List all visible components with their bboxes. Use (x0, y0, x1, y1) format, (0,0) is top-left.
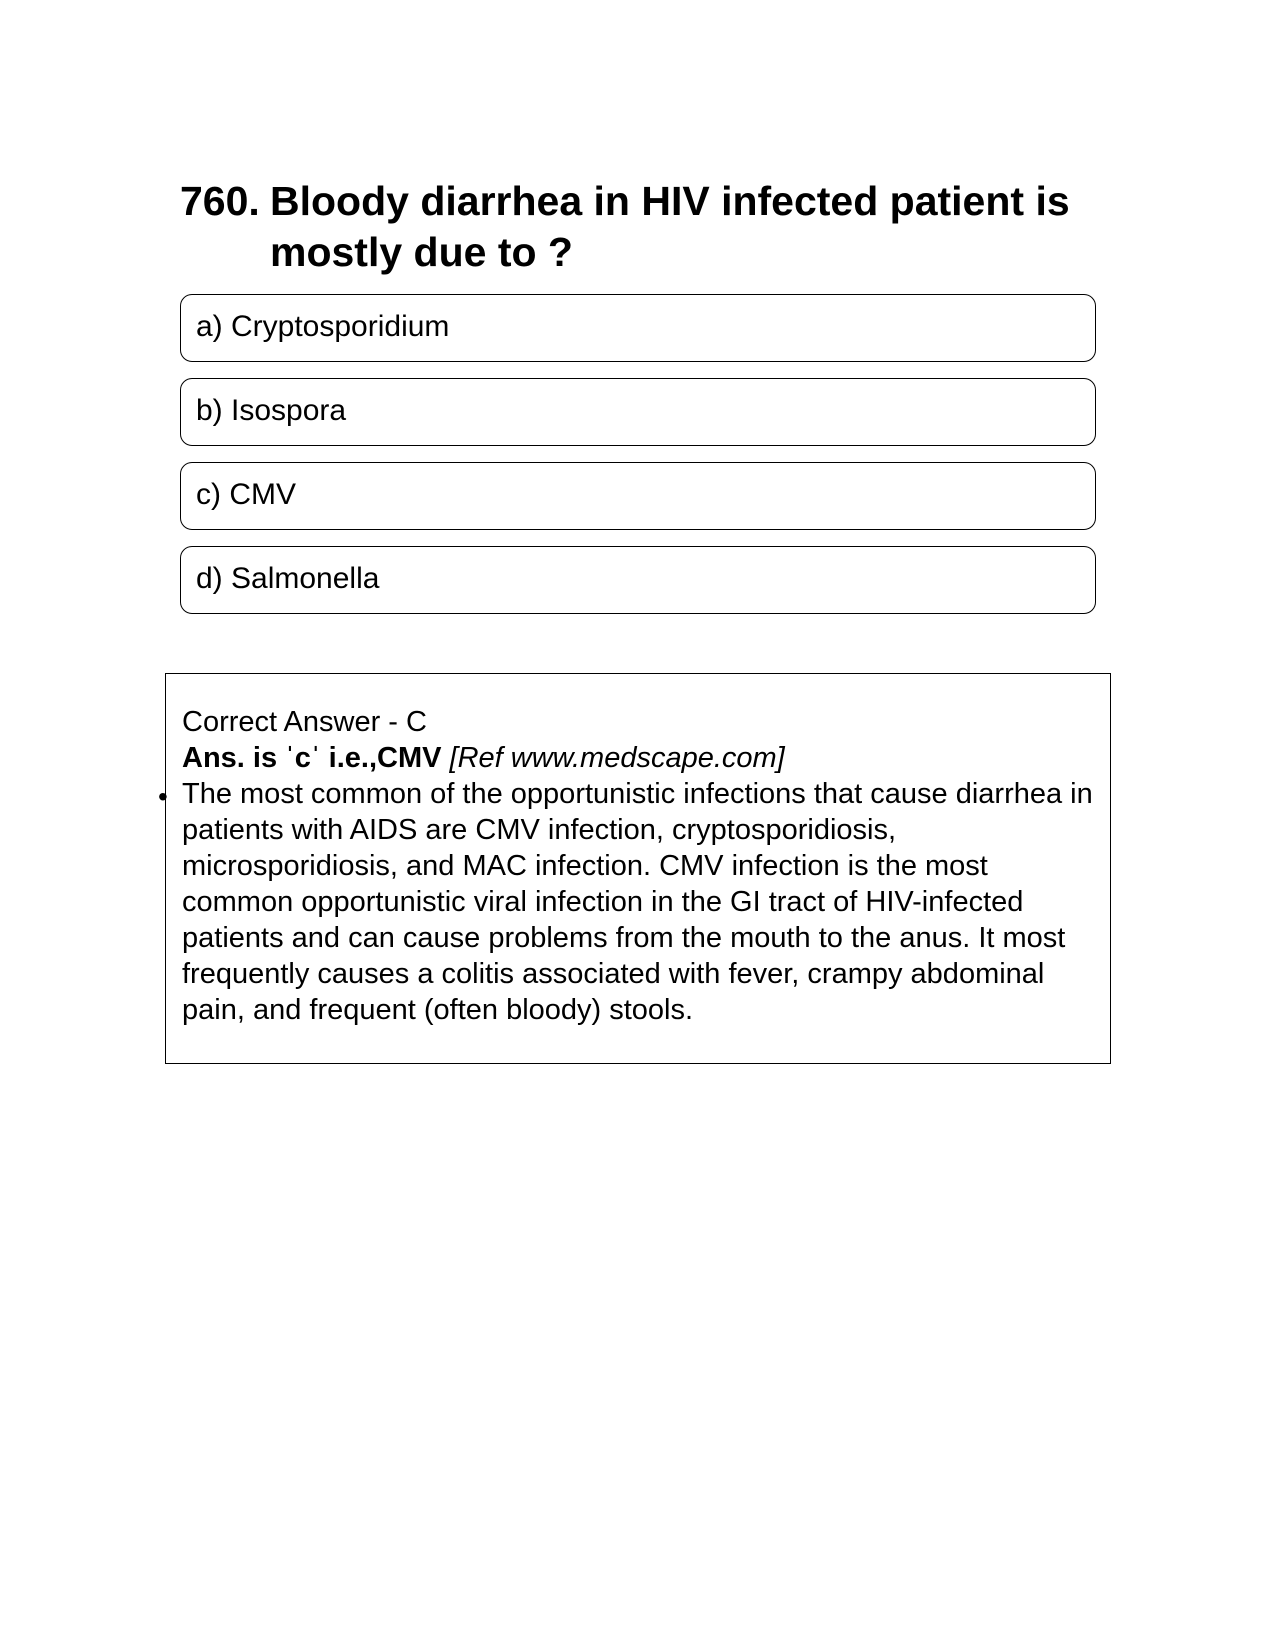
option-d[interactable]: d) Salmonella (180, 546, 1096, 614)
bullet-icon: • (158, 781, 168, 812)
option-c[interactable]: c) CMV (180, 462, 1096, 530)
option-a[interactable]: a) Cryptosporidium (180, 294, 1096, 362)
question-number: 760. (180, 178, 260, 224)
answer-explanation: The most common of the opportunistic infections that cause diarrhea in patients with AIDS are CMV infection, cryptosporidiosis, microsporidiosis, and MAC infection. CMV infection is the most common opportunistic viral infection in the GI tract of HIV-infected patients and can cause problems from the mouth to the anus. It most frequently causes a colitis associated with fever, crampy abdominal pain, and frequent (often bloody) stools. (182, 778, 1093, 1026)
answer-statement (182, 740, 1094, 776)
answer-key: Ans. is ˈcˈ i.e.,CMV (182, 742, 442, 774)
correct-answer-line: Correct Answer - C (182, 706, 427, 738)
question-heading (180, 176, 1100, 278)
answer-box (158, 673, 1111, 1064)
options-list (180, 294, 1096, 630)
question-text: Bloody diarrhea in HIV infected patient is mostly due to ? (270, 178, 1070, 275)
answer-reference: [Ref www.medscape.com] (449, 742, 785, 774)
option-b[interactable]: b) Isospora (180, 378, 1096, 446)
answer-content (158, 704, 1094, 1028)
